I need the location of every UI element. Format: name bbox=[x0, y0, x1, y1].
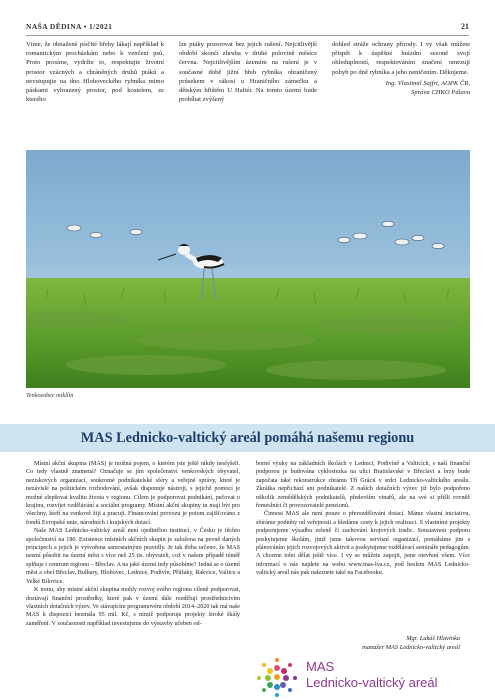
top-article-col-3 bbox=[332, 40, 470, 97]
bird-photo bbox=[26, 150, 470, 388]
publication-name: NAŠA DĚDINA • 1/2021 bbox=[26, 22, 113, 31]
article-title: MAS Lednicko-valtický areál pomáhá našemu regionu bbox=[80, 430, 415, 446]
header-rule bbox=[26, 35, 469, 36]
top-article bbox=[26, 40, 470, 148]
article-paragraph: borné výuky na základních školách v Lednici, Podivíně a Valticích, s naší finanční podporou je budována cyklostezka na ulici Bratislavské v Břeclavi a brzy bude započata také rekonstrukce chrámu Tří Grácií v srdci Lednicko-valtického areálu. Zkrátka nepřichází ani podnikatelé. Z naších dotačních výzev již bylo podpořeno několik zemědělských podnikatelů, především vinařů, ale na své si přišli rovněž řemeslníci či provozovatelé penzionů. bbox=[256, 461, 470, 510]
top-article-col-1: Víme, že obnažené písčité břehy lákají například k romantickým procházkám nebo k venčení psů. Proto prosíme, vydržte to, respektujte životní prostor vzácných a chráněných druhů ptáků a nevstupujte na dno Hlohoveckého rybníka mimo páskami vyhrazený prostor, pod kostelem, ze kterého bbox=[26, 41, 164, 104]
article-col-left bbox=[26, 460, 240, 628]
article-paragraph: Naše MAS Lednicko-valtický areál není ojedinělou institucí, v Česku je těchto společenství na 180. Existence místních akčních skupin je založena na pevně daných principech a jejich je vytvořena samostatnými pravidly. Je tak třeba určeno, že MAS nesmí působit na území měst s více než 25 tis. obyvateli, což v našem případě téměř splňuje i centrum regionu – Břeclav. A na jaké území tedy působíme? Jedná se o území měst a obcí Břeclav, Bulhary, Hlohovec, Lednice, Podivín, Přítluky, Rakvice, Valtice a Velké Bílovice. bbox=[26, 528, 240, 585]
mas-logo bbox=[256, 657, 470, 697]
mas-logo-line2: Lednicko-valtický areál bbox=[306, 675, 438, 690]
avocet-illustration bbox=[26, 150, 470, 388]
article-signature bbox=[256, 634, 460, 652]
top-article-col-3-text: dohled stráže ochrany přírody. I vy však můžete přispět k úspěšné hnízdní sezoně svojí ohleduplností, respektováním značení omezují pohyb po dně rybníka a jeho neničením. Děkujeme. bbox=[332, 41, 470, 76]
page-number: 21 bbox=[461, 22, 469, 31]
article-paragraph: K tomu, aby místní akční skupina mohly rozvoj svého regionu cíleně podporovat, dostávají finanční prostředky, které pak v území dále rozdělují prostřednictvím vlastních dotačních výzev. Ve stávajícím programovém období 2014–2020 tak má naše MAS k dispozici bezmála 95 mil. Kč, s nimiž podporuje projekty široké škály zaměření. V současnosti například investujeme do výstavby učeben od- bbox=[26, 587, 240, 627]
photo-caption: Tenkozobec mikllín bbox=[26, 392, 74, 399]
top-article-signature-org: Správa CHKO Pálava bbox=[411, 89, 470, 97]
article-signature-role: manažer MAS Lednicko-valtický areál bbox=[362, 644, 460, 651]
mas-logo-icon bbox=[256, 657, 298, 697]
top-article-col-2: lze ptáky pozorovat bez jejich rušení. Nejcitlivější období skončí zhruba v druhé polovině měsíce června. Nejcitlivějším územím na rušení je v současné době jižní břeh rybníka ohraničený průsekem v rákosí u Hraničního zámečku a dětským hřištěm U Haltér. Na tomto území bude probíhat zvýšený bbox=[179, 41, 317, 104]
article-paragraph: Činnost MAS ale není pouze o přerozdělování dotací. Máme vlastní iniciativu, sbíráme podněty od veřejnosti a hledáme cesty k jejich realizaci. S vlastními projekty podporujeme výsadbu zeleně či zachování krojových tradic. Soustavnou podporu poskytujeme školám, jimž jsme takovou servisní organizací, pomáháme jim s plánováním jejich rozvojových aktivit a poskytujeme vzdělávací semináře pedagogům. A chceme toho dělat ještě více. I vy se můžete zapojit, jsme otevření všem. Více informací o nás najdete na webu www.mas-lva.cz, pod heslem MAS Lednicko-valtický areál nás pak naleznete také na Facebooku. bbox=[256, 511, 471, 577]
mas-logo-line1: MAS bbox=[306, 659, 335, 674]
article-col-right bbox=[256, 460, 470, 578]
article-title-bar bbox=[0, 424, 495, 452]
top-article-signature-name: Ing. Vlastimil Sajfrt, AOPK ČR, bbox=[385, 79, 470, 87]
article-paragraph: Místní akční skupina (MAS) je možná pojem, o kterém jste ještě nikdy neslyšeli. Co tedy vlastně znamená? Označuje se jím společenství venkovských obyvatel, neziskových organizací, soukromé podnikatelské sféry a veřejné správy, které je nezávislé na politickém rozhodování, avšak disponuje nástroji, s jejichž pomocí je možné zlepšovat kvalitu života v regionu. Cílem je podporovat podnikání, pečovat o krajinu, rozvíjet vzdělávání a sociální programy. Místní akční skupiny tu mají být pro všechny, kteří na venkově žijí a pracují. Financování provozu je potom zajišťováno z fondů Evropské unie, národních i krajských dotací. bbox=[26, 461, 240, 526]
page-header bbox=[26, 22, 469, 36]
article-signature-name: Mgr. Lukáš Hlavinka bbox=[406, 635, 460, 642]
